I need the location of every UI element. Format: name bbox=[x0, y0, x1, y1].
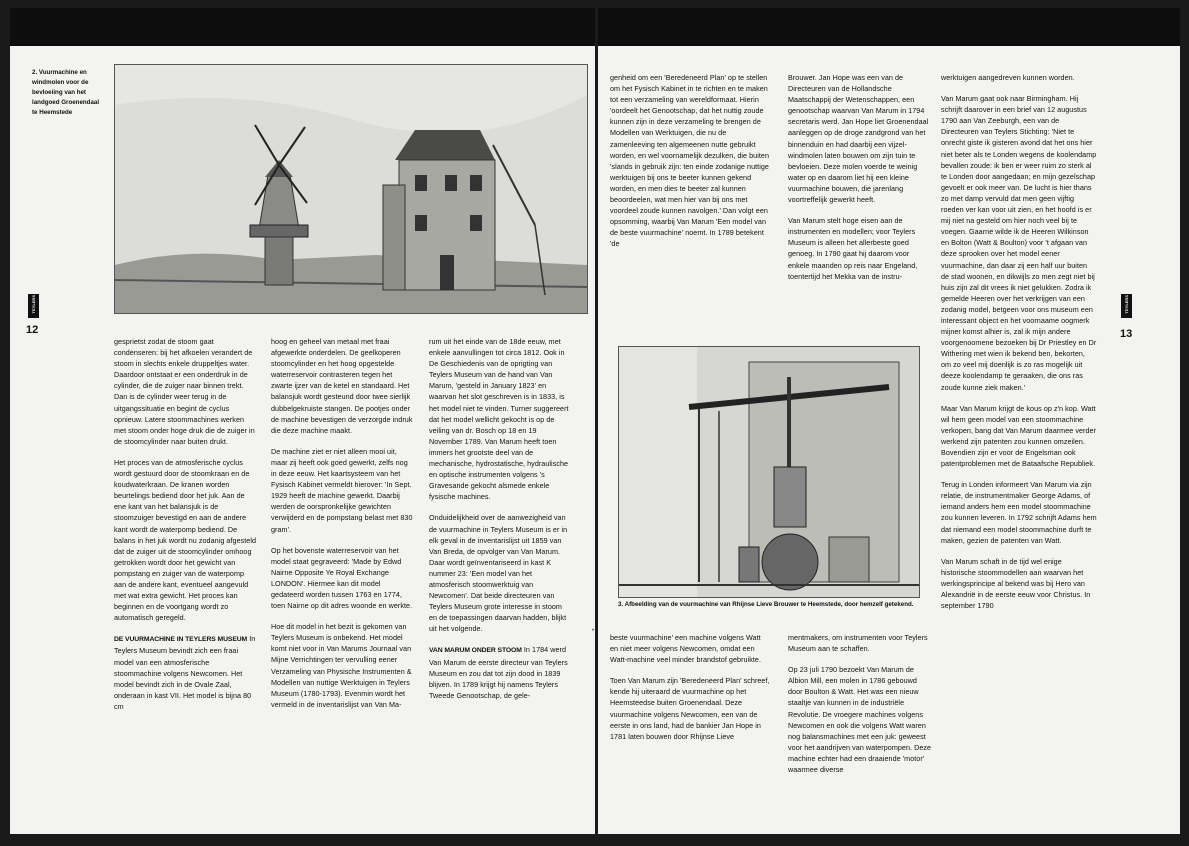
paragraph: Op 23 juli 1790 bezoekt Van Marum de Albion Mill, een molen in 1786 gebouwd door Boulton & Watt. Het was een nieuw staaltje van kunnen in de industriële Revolutie. De vroegere machines volgens Newcomen en ook die volgens Watt waren nog balansmachines met een juk: geweest voor het aandrijven van waterpompen. Deze machine echter had een draaiende 'motor' waarmee diverse bbox=[788, 665, 932, 775]
paragraph: beste vuurmachine' een machine volgens Watt en niet meer volgens Newcomen, omdat een Watt-machine veel minder brandstof gebruikte. bbox=[610, 633, 761, 665]
right-page bbox=[592, 8, 1180, 834]
paragraph: Brouwer. Jan Hope was een van de Directeuren van de Hollandsche Maatschappij der Wetenschappen, een genootschap waarvan Van Marum in 1794 secretaris werd. Jan Hope liet Groenendaal aanleggen op de droge zandgrond van het binnenduin en had daarbij een vijzel-windmolen laten bouwen om zijn tuin te bevloeien. Deze molen voerde te weinig water op en daarom liet hij een kleine vuurmachine bouwen, die jarenlang voortreffelijk gewerkt heeft. bbox=[788, 73, 929, 205]
paragraph: Van Marum schaft in de tijd wel enige historische stoommodellen aan waarvan het werkingsprincipe al bekend was bij Hero van Alexandrië in de eerste eeuw voor Christus. In september 1790 bbox=[941, 556, 1091, 611]
text-column-3 bbox=[429, 336, 572, 711]
paragraph: Hoe dit model in het bezit is gekomen van Teylers Museum is onbekend. Het model komt niet voor in Van Marums Journaal van Mijne Verrichtingen ter vervulling eener Verzameling van Physische Instrumenten & Modellen van nuttige Werktuigen in Teylers Museum (1780-1793). Evenmin wordt het vermeld in de inventarislijst van Van Ma- bbox=[271, 622, 412, 709]
paragraph: Op het bovenste waterreservoir van het model staat gegraveerd: 'Made by Edwd Nairne Opposite Ye Royal Exchange LONDON'. Hiermee kan dit model gedateerd worden tussen 1763 en 1774, toen Nairne op dit adres woonde en werkte. bbox=[271, 545, 413, 611]
paragraph: Onduidelijkheid over de aanwezigheid van de vuurmachine in Teylers Museum is er in elk geval in de inventarislijst uit 1859 van Van Breda, de opvolger van Van Marum. Daar wordt geïnventariseerd in kast K nummer 23: 'Een model van het atmosferisch stoomwerktuig van Newcomen'. Dat beide directeuren van Teylers Museum grote interesse in stoom en de toepassingen daarvan hadden, blijkt uit het volgende. bbox=[429, 513, 568, 634]
paragraph: Toen Van Marum zijn 'Beredeneerd Plan' schreef, kende hij uiteraard de vuurmachine op het Heemsteedse buiten Groenendaal. Deze vuurmachine volgens Newcomen, een van de eerste in ons land, had de bankier Jan Hope in 1781 laten bouwen door Rhijnse Lieve bbox=[610, 676, 770, 741]
figure-2-caption: 2. Vuurmachine en windmolen voor de bevloeiing van het landgoed Groenendaal te Heemstede bbox=[32, 69, 100, 116]
page-number: 12 bbox=[26, 324, 39, 336]
section-heading: DE VUURMACHINE IN TEYLERS MUSEUM bbox=[114, 636, 248, 644]
paragraph: De machine ziet er niet alleen mooi uit, maar zij heeft ook goed gewerkt, zelfs nog in deze eeuw. Het kaartsysteem van het Fysisch Kabinet vermeldt hierover: 'In Sept. 1929 heeft de machine gewerkt. Daarbij werden de oorspronkelijke gewichten verwijderd en de pompstang belast met 830 gram'. bbox=[271, 446, 413, 534]
section-text: In 1784 werd Van Marum de eerste directeur van Teylers Museum en zou dat tot zijn dood in 1839 blijven. In 1789 krijgt hij namens Teylers Tweede Genootschap, de gele- bbox=[429, 645, 568, 700]
windmill-illustration bbox=[114, 64, 588, 314]
top-black-band bbox=[10, 8, 595, 46]
paragraph bbox=[429, 644, 572, 700]
paragraph: genheid om een 'Beredeneerd Plan' op te stellen om het Fysisch Kabinet in te richten en te maken tot een verzameling van wereldformaat. Hierin 'oordeelt het Genootschap, dat het nuttig zoude kunnen zijn in deze verzameling te brengen de Modellen van Werktuigen, die nu de zamenleeving ten algemeenen nutte gebruikt worden, en wel voornamelijk dezulken, die buiten 'slands in gebruik zijn: ten einde zodanige nuttige werktuigen bij ons te beeter kunnen gekend worden, en men dies te beeter zal kunnen beoordeelen, wat men hier van bij ons met voordeel zoude kunnen navolgen.' Dan volgt een opsomming, waarbij Van Marum 'Een model van de beste vuurmachine' noemt. In 1789 betekent 'de bbox=[610, 73, 770, 249]
teylers-logo: TEYLERS bbox=[28, 294, 39, 318]
steam-engine-drawing bbox=[619, 347, 919, 597]
paragraph bbox=[114, 633, 257, 712]
margin-mark: • bbox=[592, 628, 595, 634]
text-column-2-bottom bbox=[788, 632, 932, 785]
section-heading: VAN MARUM ONDER STOOM bbox=[429, 647, 522, 655]
top-black-band bbox=[598, 8, 1180, 46]
paragraph: hoog en geheel van metaal met fraai afgewerkte onderdelen. De geelkoperen stoomcylinder en het hoog opgestelde waterreservoir contrasteren tegen het zwarte ijzer van de ketel en standaard. Het balansjuk wordt gesteund door twee sierlijk dubbelgekruiste stangen. De pootjes onder de machine bevestigen de verzorgde indruk die deze machine maakt. bbox=[271, 337, 413, 435]
left-page bbox=[10, 8, 595, 834]
paragraph: Het proces van de atmosferische cyclus wordt gestuurd door de stoomkraan en de koudwaterkraan. De kranen worden beurtelings bediend door het juk. Aan de ene kant van het balansjuk is de stoomzuiger bevestigd en aan de andere kant wordt de waterpomp bediend. De balans in het juk wordt nu zodanig afgesteld dat de zuiger uit de stoomcylinder omhoog getrokken wordt door het gewicht van pompstang en zuiger van de waterpomp aan de andere kant, eventueel aangevuld met wat extra gewicht. Het proces kan beginnen en de voortgang wordt zo automatisch geregeld. bbox=[114, 457, 257, 623]
text-column-1-bottom bbox=[610, 632, 770, 752]
paragraph: Van Marum stelt hoge eisen aan de instrumenten en modellen; voor Teylers Museum is alleen het allerbeste goed genoeg. In 1790 gaat hij daarom voor enkele maanden op reis naar Engeland, toentertijd het Mekka van de instru- bbox=[788, 216, 918, 281]
paragraph: werktuigen aangedreven kunnen worden. bbox=[941, 73, 1075, 82]
teylers-logo: TEYLERS bbox=[1121, 294, 1132, 318]
paragraph: Terug in Londen informeert Van Marum via zijn relatie, de instrumentmaker George Adams, of iemand anders hem een model stoommachine zou kunnen leveren. In 1792 schrijft Adams hem dat niemand een model stoommachine durft te maken, gezien de patenten van Watt. bbox=[941, 480, 1097, 545]
section-text: In Teylers Museum bevindt zich een fraai model van een atmosferische stoommachine volgens Newcomen. Het model bevindt zich in de Ovale Zaal, onderaan in kast VII. Het model is bijna 80 cm bbox=[114, 634, 256, 711]
page-number: 13 bbox=[1120, 328, 1133, 340]
paragraph: Maar Van Marum krijgt de kous op z'n kop. Watt wil hem geen model van een stoommachine verkopen, bang dat Van Marum daarmee verder werkend zijn patenten zou kunnen omzeilen. Bovendien zijn er voor de Engelsman ook patentproblemen met de Bataafsche Republiek. bbox=[941, 403, 1097, 469]
windmill-engraving bbox=[115, 65, 587, 313]
figure-3-caption: 3. Afbeelding van de vuurmachine van Rhijnse Lieve Brouwer te Heemstede, door hemzelf getekend. bbox=[618, 601, 914, 608]
text-column-2 bbox=[271, 336, 414, 720]
paragraph: mentmakers, om instrumenten voor Teylers Museum aan te schaffen. bbox=[788, 633, 928, 654]
text-column-2-top bbox=[788, 72, 932, 292]
steam-engine-illustration bbox=[618, 346, 920, 598]
text-column-1 bbox=[114, 336, 257, 722]
paragraph: Van Marum gaat ook naar Birmingham. Hij schrijft daarover in een brief van 12 augustus 1790 aan Van Zeeburgh, een van de Directeuren van Teylers Stichting: 'Niet te onrecht giste ik gisteren avond dat het ons hier niet beter als te Londen wegens de koolendamp bevallen zoude: ik ben er weer ruim zo sterk al te Londen door aangedaan; en mijn gezelschap gevoelt er ook meer van. De lucht is hier thans zo met damp vervuld dat men geen vijftig roeden ver kan voor uit zien, en het hoofd is er mij niet na gesteld om hier noch veel bij te voegen. Gaarne wilde ik de Heeren Wilkinson en Bolton (Watt & Boulton) voor 't afgaan van deze sprooken over het model eener vuurmachine, dan daar zij een half uur buiten de stad woonen, en dikwijls zo men zegt niet bij huis zijn zal dit vrees ik niet gelukken. Zodra ik gemelde Heeren over het verkrijgen van een zodanig model, betgeen voor ons museum een interessant object en het voornaame oogmerk mijner komst alhier is, zal ik mijn andere voorgenoomene bezoeken bij Dr Priestley en Dr Withering met wien ik bekend ben, bekorten, om zo veel mij doenlijk is zo ras mogelijk uit deeze koolendamp te geraaken, die ons ras zoude kunne ziek maken.' bbox=[941, 94, 1097, 392]
paragraph: gesprietst zodat de stoom gaat condenseren: bij het afkoelen verandert de stoom in slechts enkele druppeltjes water. Daardoor ontstaat er een onderdruk in de cylinder, die de zuiger naar binnen trekt. Dan is de cylinder weer terug in de uitgangssituatie en begint de cyclus opnieuw. Latere stoommachines werken met stoom onder hoge druk die de zuiger in de stoomcylinder naar buiten drukt. bbox=[114, 337, 255, 446]
paragraph: rum uit het einde van de 18de eeuw, met enkele aanvullingen tot circa 1812. Ook in De Geschiedenis van de oprigting van Teylers Museum van de hand van Van Marum, 'gesteld in January 1823' en waarvan het slot geschreven is in 1833, is het model niet te vinden. Turner suggereert dat het model wellicht gekocht is op de veiling van dr. Bosch op 18 en 19 November 1789. Van Marum heeft toen immers het grootste deel van de mechanische, hydrostatische, hydraulische en optische instrumenten volgens 's Gravesande gekocht alsmede enkele fysische machines. bbox=[429, 337, 569, 502]
text-column-3 bbox=[941, 72, 1097, 621]
text-column-1-top bbox=[610, 72, 770, 260]
